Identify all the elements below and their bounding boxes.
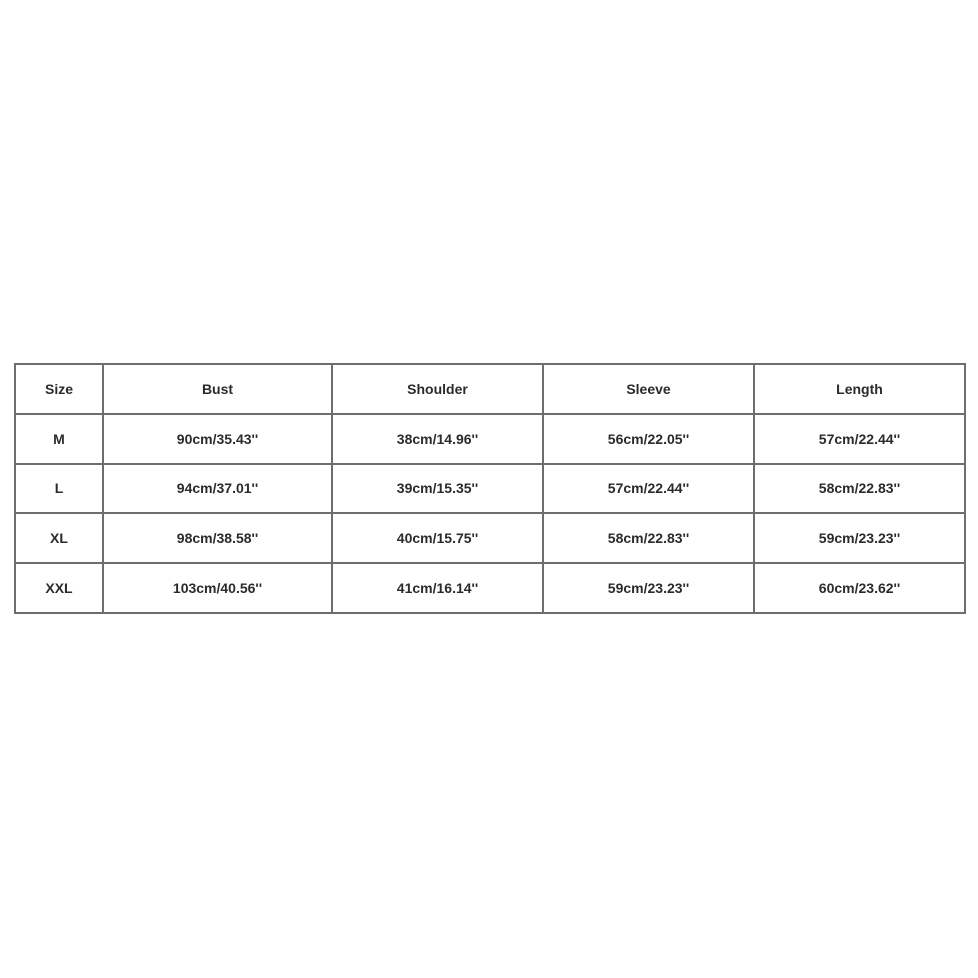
shoulder-cell: 39cm/15.35'': [332, 464, 543, 514]
length-cell: 58cm/22.83'': [754, 464, 965, 514]
bust-cell: 90cm/35.43'': [103, 414, 332, 464]
length-cell: 57cm/22.44'': [754, 414, 965, 464]
bust-cell: 94cm/37.01'': [103, 464, 332, 514]
size-chart-table: [14, 363, 966, 614]
length-cell: 59cm/23.23'': [754, 513, 965, 563]
sleeve-cell: 59cm/23.23'': [543, 563, 754, 613]
header-cell-shoulder: Shoulder: [332, 364, 543, 414]
header-cell-bust: Bust: [103, 364, 332, 414]
size-cell: XL: [15, 513, 103, 563]
size-cell: L: [15, 464, 103, 514]
header-cell-sleeve: Sleeve: [543, 364, 754, 414]
table-row: [15, 513, 965, 563]
size-cell: M: [15, 414, 103, 464]
length-cell: 60cm/23.62'': [754, 563, 965, 613]
header-cell-length: Length: [754, 364, 965, 414]
sleeve-cell: 56cm/22.05'': [543, 414, 754, 464]
sleeve-cell: 57cm/22.44'': [543, 464, 754, 514]
table-row: [15, 464, 965, 514]
table-header-row: [15, 364, 965, 414]
bust-cell: 103cm/40.56'': [103, 563, 332, 613]
table-row: [15, 563, 965, 613]
bust-cell: 98cm/38.58'': [103, 513, 332, 563]
table-row: [15, 414, 965, 464]
sleeve-cell: 58cm/22.83'': [543, 513, 754, 563]
size-cell: XXL: [15, 563, 103, 613]
shoulder-cell: 40cm/15.75'': [332, 513, 543, 563]
header-cell-size: Size: [15, 364, 103, 414]
shoulder-cell: 38cm/14.96'': [332, 414, 543, 464]
shoulder-cell: 41cm/16.14'': [332, 563, 543, 613]
